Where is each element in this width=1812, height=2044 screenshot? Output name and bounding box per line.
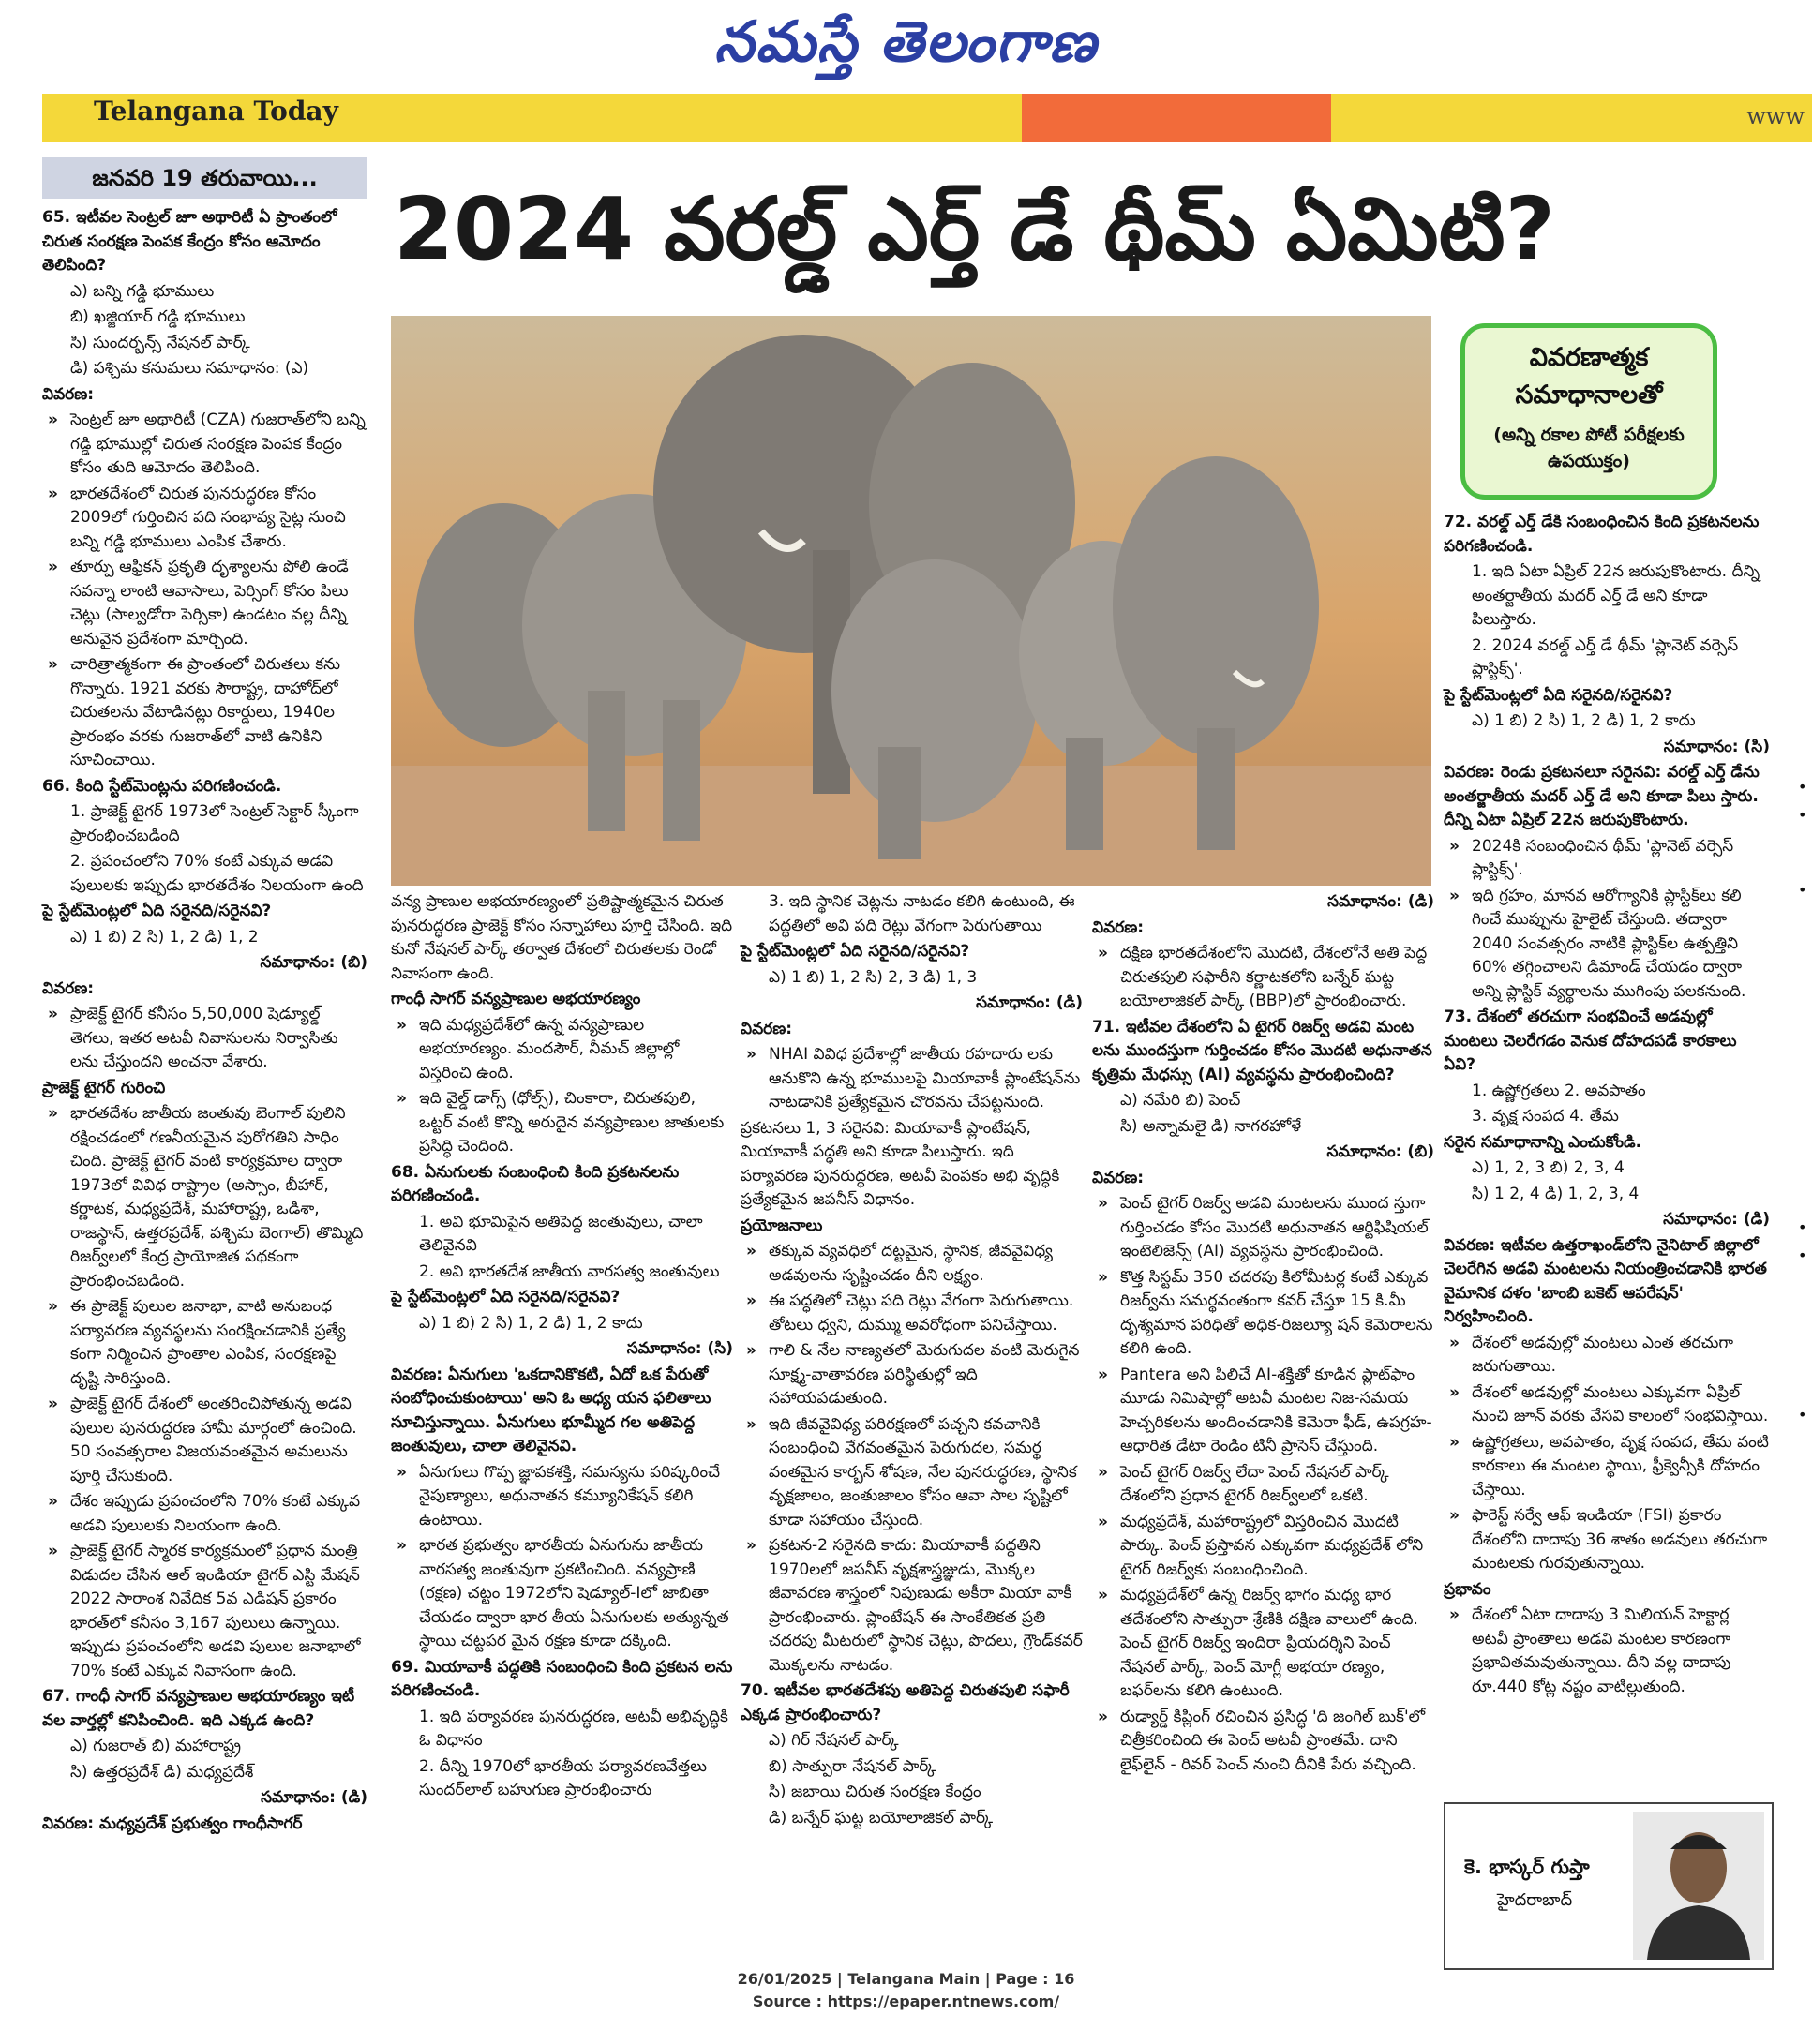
option-line: 1. ప్రాజెక్ట్ టైగర్ 1973లో సెంట్రల్ సెక్టార్ స్కీంగా ప్రారంభించబడింది [70,802,359,845]
option-line: ఎ) 1 బి) 1, 2 సి) 2, 3 డి) 1, 3 [769,967,978,987]
option-line: సి) 1 2, 4 డి) 1, 2, 3, 4 [1472,1184,1640,1203]
question: 69. మియావాకీ పద్ధతికి సంబంధించి కింది ప్రకటన లను పరిగణించండి. [391,1657,733,1700]
paragraph: ప్రకటనలు 1, 3 సరైనవి: మియావాకీ ప్లాంటేషన్, మియావాకీ పద్ధతి అని కూడా పిలుస్తారు. ఇది పర్యావరణ పునరుద్ధరణ, అటవీ పెంపకం అభి వృద్ధికి ప్రత్యేకమైన జపనీస్ విధానం. [741,1118,1060,1209]
bullet-point: » రుడ్యార్డ్ కిప్లింగ్ రచించిన ప్రసిద్ధ 'ది జంగిల్ బుక్'లో చిత్రీకరించింది ఈ పెంచ్ అటవీ ప్రాంతమే. దాని లైఫ్‌లైన్ - రివర్ పెంచ్ నుంచి దీనికి పేరు వచ్చింది. [1092,1706,1434,1778]
bullet-point: » NHAI వివిధ ప్రదేశాల్లో జాతీయ రహదారు లకు ఆనుకొని ఉన్న భూములపై మియావాకీ ప్లాంటేషన్‌ను నాటడానికి ప్రత్యేకమైన చొరవను చేపట్టనుంది. [741,1043,1083,1115]
option-line: సి) ఉత్తరప్రదేశ్ డి) మధ్యప్రదేశ్ [70,1762,254,1782]
question: 68. ఏనుగులకు సంబంధించి కింది ప్రకటనలను పరిగణించండి. [391,1162,680,1205]
option-line: ఎ) గుజరాత్ బి) మహారాష్ట్ర [70,1737,241,1755]
question: పై స్టేట్‌మెంట్లలో ఏది సరైనది/సరైనవి? [42,902,272,920]
continued-label: జనవరి 19 తరువాయి... [42,157,367,199]
bullet-point: » ఇది మధ్యప్రదేశ్‌లో ఉన్న వన్యప్రాణుల అభయారణ్యం. మందసౌర్, నీమచ్ జిల్లాల్లో విస్తరించి ఉంది. [391,1014,733,1086]
author-box [1444,1802,1774,1970]
edge-bullet: • [1798,1246,1807,1264]
bullet-point: » ఫారెస్ట్ సర్వే ఆఫ్ ఇండియా (FSI) ప్రకారం దేశంలోని దాదాపు 36 శాతం అడవులు తరచుగా మంటలకు గురవుతున్నాయి. [1444,1504,1770,1576]
answer-line: సమాధానం: (సి) [1663,737,1770,756]
answer-line: సమాధానం: (డి) [261,1788,367,1807]
bullet-point: » 2024కి సంబంధించిన థీమ్ 'ప్లానెట్ వర్సెస్ ప్లాస్టిక్స్'. [1444,835,1770,883]
author-photo [1633,1812,1764,1960]
option-line: 2. ప్రపంచంలోని 70% కంటే ఎక్కువ అడవి పులులకు ఇప్పుడు భారతదేశం నిలయంగా ఉంది [70,852,364,895]
bullet-point: » ప్రాజెక్ట్ టైగర్ కనీసం 5,50,000 షెడ్యూల్డ్ తెగలు, ఇతర అటవీ నివాసులను నిర్వాసితు లను చేస్తుందని అంచనా వేశారు. [42,1003,367,1075]
option-line: 2. అవి భారతదేశ జాతీయ వారసత్వ జంతువులు [419,1261,720,1281]
bullet-point: » గాలి & నేల నాణ్యతలో మెరుగుదల వంటి మెరుగైన సూక్ష్మ-వాతావరణ పరిస్థితుల్లో ఇది సహాయపడుతుంది. [741,1339,1083,1411]
answer-line: సమాధానం: (డి) [1663,1210,1770,1229]
footer [0,1968,1812,2013]
section-heading: ప్రాజెక్ట్ టైగర్ గురించి [42,1078,166,1097]
section-heading: గాంధీ సాగర్ వన్యప్రాణుల అభయారణ్యం [391,990,641,1008]
bullet-point: » భారతదేశంలో చిరుత పునరుద్ధరణ కోసం 2009లో గుర్తించిన పది సంభావ్య సైట్ల నుంచి బన్ని గడ్డి భూములు ఎంపిక చేశారు. [42,483,367,555]
option-line: 2. దీన్ని 1970లో భారతీయ పర్యావరణవేత్తలు సుందర్‌లాల్ బహుగుణ ప్రారంభించారు [419,1756,708,1799]
edge-bullet: • [1798,1218,1807,1236]
bullet-point: » మధ్యప్రదేశ్, మహారాష్ట్రలో విస్తరించిన మొదటి పార్కు. పెంచ్ ప్రస్తావన ఎక్కువగా మధ్యప్రదేశ్ లోని టైగర్ రిజర్వ్‌కు సంబంధించింది. [1092,1511,1434,1583]
bullet-point: » మధ్యప్రదేశ్‌లో ఉన్న రిజర్వ్ భాగం మధ్య భార తదేశంలోని సాత్పురా శ్రేణికి దక్షిణ వాలులో ఉంది. పెంచ్ టైగర్ రిజర్వ్ ఇందిరా ప్రియదర్శిని పెంచ్ నేషనల్ పార్క్, పెంచ్ మోగ్లీ అభయా రణ్యం, బఫర్‌లను కలిగి ఉంటుంది. [1092,1584,1434,1704]
bullet-point: » దేశం ఇప్పుడు ప్రపంచంలోని 70% కంటే ఎక్కువ అడవి పులులకు నిలయంగా ఉంది. [42,1490,367,1538]
edge-bullet: • [1798,881,1807,899]
option-line: ఎ) 1, 2, 3 బి) 2, 3, 4 [1472,1158,1625,1177]
column-3 [741,890,1083,1832]
option-line: 1. ఉష్ణోగ్రతలు 2. అవపాతం [1472,1081,1646,1100]
explanation-label: వివరణ: [42,978,95,998]
badge-main-text: వివరణాత్మక సమాధానాలతో [1515,343,1663,410]
question: సరైన సమాధానాన్ని ఎంచుకోండి. [1444,1132,1642,1152]
bullet-point: » ఏనుగులు గొప్ప జ్ఞాపకశక్తి, సమస్యను పరిష్కరించే నైపుణ్యాలు, అధునాతన కమ్యూనికేషన్ కలిగి ఉంటాయి. [391,1461,733,1533]
option-line: సి) సుందర్బన్స్ నేషనల్ పార్క్ [70,333,250,352]
bullet-point: » ప్రకటన-2 సరైనది కాదు: మియావాకీ పద్ధతిని 1970లలో జపనీస్ వృక్షశాస్త్రజ్ఞుడు, మొక్కల జీవావరణ శాస్త్రంలో నిపుణుడు అకీరా మియా వాకీ ప్రారంభించారు. ప్లాంటేషన్ ఈ సాంకేతికత ప్రతి చదరపు మీటరులో స్థానిక చెట్లు, పొదలు, గ్రౌండ్‌కవర్ మొక్కలను నాటడం. [741,1534,1083,1678]
answer-line: సమాధానం: (డి) [1327,892,1434,911]
question: పై స్టేట్‌మెంట్లలో ఏది సరైనది/సరైనవి? [1444,685,1673,705]
source-link[interactable]: https://epaper.ntnews.com/ [827,1992,1060,2010]
section-heading: ప్రభావం [1444,1579,1491,1599]
headline: 2024 వరల్డ్ ఎర్త్ డే థీమ్ ఏమిటి? [394,179,1555,279]
answer-line: సమాధానం: (బి) [1326,1142,1434,1161]
question: 71. ఇటీవల దేశంలోని ఏ టైగర్ రిజర్వ్ అడవి మంట లను ముందస్తుగా గుర్తించడం కోసం మొదటి అధునాతన కృత్రిమ మేధస్సు (AI) వ్యవస్థను ప్రారంభించింది? [1092,1017,1432,1084]
explanation-label: వివరణ: [1092,1168,1145,1187]
bullet-point: » ప్రాజెక్ట్ టైగర్ దేశంలో అంతరించిపోతున్న అడవి పులుల పునరుద్ధరణ హామీ మార్గంలో ఉంచింది. 50 సంవత్సరాల విజయవంతమైన అమలును పూర్తి చేసుకుంది. [42,1393,367,1488]
footer-source-label: Source : [752,1992,823,2010]
bullet-point: » కొత్త సిస్టమ్ 350 చదరపు కిలోమీటర్ల కంటే ఎక్కువ రిజర్వ్‌ను సమర్థవంతంగా కవర్ చేస్తూ 15 కి.మీ దృశ్యమాన పరిధితో అధిక-రిజల్యూ షన్ కెమెరాలను కలిగి ఉంది. [1092,1266,1434,1362]
bullet-point: » దేశంలో అడవుల్లో మంటలు ఎక్కువగా ఏప్రిల్ నుంచి జూన్ వరకు వేసవి కాలంలో సంభవిస్తాయి. [1444,1381,1770,1429]
bullet-point: » దేశంలో అడవుల్లో మంటలు ఎంత తరచుగా జరుగుతాయి. [1444,1332,1770,1380]
option-line: బి) ఖజ్జియార్ గడ్డి భూములు [70,307,246,326]
question: 70. ఇటీవల భారతదేశపు అతిపెద్ద చిరుతపులి సఫారీ ఎక్కడ ప్రారంభించారు? [741,1681,1070,1724]
masthead [0,0,1812,94]
bullet-point: » ఈ ప్రాజెక్ట్ పులుల జనాభా, వాటి అనుబంధ పర్యావరణ వ్యవస్థలను సంరక్షించడానికి ప్రత్యే కంగా నిర్మించిన ప్రాంతాల ఎంపిక, సంరక్షణపై దృష్టి సారిస్తుంది. [42,1295,367,1391]
explanation-label: వివరణ: ఇటీవల ఉత్తరాఖండ్‌లోని నైనిటాల్ జిల్లాలో చెలరేగిన అడవి మంటలను నియంత్రించడానికి భారత వైమానిక దళం 'బాంబి బకెట్ ఆపరేషన్' నిర్వహించింది. [1444,1235,1767,1326]
bullet-point: » భారతదేశం జాతీయ జంతువు బెంగాల్ పులిని రక్షించడంలో గణనీయమైన పురోగతిని సాధిం చింది. ప్రాజెక్ట్ టైగర్ వంటి కార్యక్రమాల ద్వారా 1973లో వివిధ రాష్ట్రాల (అస్సాం, బీహార్, కర్ణాటక, మధ్యప్రదేశ్, మహారాష్ట్ర, ఒడిశా, రాజస్థాన్, ఉత్తరప్రదేశ్, పశ్చిమ బెంగాల్) తొమ్మిది రిజర్వ్‌లలో కేంద్ర ప్రాయోజిత పథకంగా ప్రారంభించబడింది. [42,1102,367,1293]
option-line: ఎ) 1 బి) 2 సి) 1, 2 డి) 1, 2 [70,927,259,947]
band-center-block [1022,94,1331,142]
bullet-point: » పెంచ్ టైగర్ రిజర్వ్ లేదా పెంచ్ నేషనల్ పార్క్ దేశంలోని ప్రధాన టైగర్ రిజర్వ్‌లలో ఒకటి. [1092,1461,1434,1509]
explanation-label: వివరణ: [741,1019,793,1038]
option-line: డి) పశ్చిమ కనుమలు సమాధానం: (ఎ) [70,359,309,378]
bullet-point: » ఇది జీవవైవిధ్య పరిరక్షణలో పచ్చని కవచానికి సంబంధించి వేగవంతమైన పెరుగుదల, సమర్థ వంతమైన కార్బన్ శోషణ, నేల పునరుద్ధరణ, స్థానిక వృక్షజాలం, జంతుజాలం కోసం ఆవా సాల సృష్టిలో కూడా సహాయం చేస్తుంది. [741,1413,1083,1533]
bullet-point: » దక్షిణ భారతదేశంలోని మొదటి, దేశంలోనే అతి పెద్ద చిరుతపులి సఫారీని కర్ణాటకలోని బన్నేర్ ఘట్ట బయోలాజికల్ పార్క్ (BBP)లో ప్రారంభించారు. [1092,942,1434,1014]
question: పై స్టేట్‌మెంట్లలో ఏది సరైనది/సరైనవి? [741,942,970,961]
newspaper-title: నమస్తే తెలంగాణ [713,9,1099,75]
explanation-label: వివరణ: ఏనుగులు 'ఒకదానికొకటి, ఏదో ఒక పేరుతో సంబోధించుకుంటాయి' అని ఓ అధ్య యన ఫలితాలు సూచిస్తున్నాయి. ఏనుగులు భూమ్మీద గల అతిపెద్ద జంతువులు, చాలా తెలివైనవి. [391,1365,711,1455]
option-line: బి) సాత్పురా నేషనల్ పార్క్ [769,1756,936,1776]
explanation-label: వివరణ: [42,384,95,404]
answer-line: సమాధానం: (బి) [260,953,367,972]
option-line: 1. ఇది ఏటా ఏప్రిల్ 22న జరుపుకొంటారు. దీన్ని అంతర్జాతీయ మదర్ ఎర్త్ డే అని కూడా పిలుస్తారు. [1472,562,1760,629]
footer-source-line [0,1991,1812,2013]
band-left-text: Telangana Today [94,96,338,127]
bullet-point: » Pantera అని పిలిచే AI-శక్తితో కూడిన ప్లాట్‌ఫాం మూడు నిమిషాల్లో అటవీ మంటల నిజ-సమయ హెచ్చరికలను అందించడానికి కెమెరా ఫీడ్, ఉపగ్రహ-ఆధారిత డేటా రెండిం టినీ ప్రాసెస్ చేస్తుంది. [1092,1364,1434,1459]
option-line: 2. 2024 వరల్డ్ ఎర్త్ డే థీమ్ 'ప్లానెట్ వర్సెస్ ప్లాస్టిక్స్'. [1472,635,1739,679]
bullet-point: » తక్కువ వ్యవధిలో దట్టమైన, స్థానిక, జీవవైవిధ్య అడవులను సృష్టించడం దీని లక్ష్యం. [741,1240,1083,1288]
question: 66. కింది స్టేట్‌మెంట్లను పరిగణించండి. [42,776,282,796]
edge-bullet: • [1798,1406,1807,1424]
option-line: సి) అన్నామలై డి) నాగరహోళే [1120,1116,1302,1136]
badge-sub-text: (అన్ని రకాల పోటీ పరీక్షలకు ఉపయుక్తం) [1493,425,1685,471]
edge-bullet: • [1798,806,1807,824]
bullet-point: » తూర్పు ఆఫ్రికన్ ప్రకృతి దృశ్యాలను పోలి ఉండే సవన్నా లాంటి ఆవాసాలు, పెర్సింగ్ కోసం పిలు చెట్లు (సాల్వడోరా పెర్సికా) ఉండటం వల్ల దీన్ని అనువైన ప్రదేశంగా మార్చింది. [42,556,367,651]
option-line: ఎ) గిర్ నేషనల్ పార్క్ [769,1731,899,1750]
explanatory-badge [1460,323,1717,500]
section-heading: ప్రయోజనాలు [741,1216,823,1235]
bullet-point: » పెంచ్ టైగర్ రిజర్వ్ అడవి మంటలను ముంద స్తుగా గుర్తించడం కోసం మొదటి అధునాతన ఆర్టిఫిషియల్ ఇంటెలిజెన్స్ (AI) వ్యవస్థను ప్రారంభించింది. [1092,1192,1434,1264]
explanation-label: వివరణ: మధ్యప్రదేశ్ ప్రభుత్వం గాంధీసాగర్ [42,1813,303,1833]
option-line: 3. వృక్ష సంపద 4. తేమ [1472,1107,1619,1126]
column-4 [1092,890,1434,1779]
elephant-photo [391,316,1431,886]
column-2 [391,890,733,1805]
answer-line: సమాధానం: (సి) [626,1339,733,1358]
author-name: కె. భాస్కర్ గుప్తా [1464,1856,1590,1878]
question: 72. వరల్డ్ ఎర్త్ డేకి సంబంధించిన కింది ప్రకటనలను పరిగణించండి. [1444,513,1760,556]
masthead-band [42,94,1812,142]
bullet-point: » భారత ప్రభుత్వం భారతీయ ఏనుగును జాతీయ వారసత్వ జంతువుగా ప్రకటించింది. వన్యప్రాణి (రక్షణ) చట్టం 1972లోని షెడ్యూల్-Iలో జాబితా చేయడం ద్వారా భార తీయ ఏనుగులకు అత్యున్నత స్థాయి చట్టపర మైన రక్షణ కూడా దక్కింది. [391,1534,733,1654]
bullet-point: » సెంట్రల్ జూ అథారిటీ (CZA) గుజరాత్‌లోని బన్ని గడ్డి భూముల్లో చిరుత సంరక్షణ పెంపక కేంద్రం కోసం తుది ఆమోదం తెలిపింది. [42,409,367,481]
author-city: హైదరాబాద్ [1497,1890,1573,1910]
bullet-point: » ఉష్ణోగ్రతలు, అవపాతం, వృక్ష సంపద, తేమ వంటి కారకాలు ఈ మంటల స్థాయి, ఫ్రీక్వెన్సీకి దోహదం చేస్తాయి. [1444,1431,1770,1503]
option-line: 1. ఇది పర్యావరణ పునరుద్ధరణ, అటవీ అభివృద్ధికి ఓ విధానం [419,1707,728,1750]
bullet-point: » ఇది వైల్డ్ డాగ్స్ (ధోల్స్), చింకారా, చిరుతపులి, ఒట్టర్ వంటి కొన్ని అరుదైన వన్యప్రాణుల జాతులకు ప్రసిద్ధి చెందింది. [391,1087,733,1159]
bullet-point: » ప్రాజెక్ట్ టైగర్ స్మారక కార్యక్రమంలో ప్రధాన మంత్రి విడుదల చేసిన ఆల్ ఇండియా టైగర్ ఎస్టి మేషన్ 2022 సారాంశ నివేదిక 5వ ఎడిషన్ ప్రకారం భారత్‌లో కనీసం 3,167 పులులు ఉన్నాయి. ఇప్పుడు ప్రపంచంలోని అడవి పులుల జనాభాలో 70% కంటే ఎక్కువ నివాసంగా ఉంది. [42,1540,367,1683]
column-5 [1444,511,1770,1701]
option-line: 1. అవి భూమిపైన అతిపెద్ద జంతువులు, చాలా తెలివైనవి [419,1212,703,1255]
paragraph: వన్య ప్రాణుల అభయారణ్యంలో ప్రతిష్టాత్మకమైన చిరుత పునరుద్ధరణ ప్రాజెక్ట్ కోసం సన్నాహాలు పూర్తి చేసింది. ఇది కునో నేషనల్ పార్క్ తర్వాత దేశంలో చిరుతలకు రెండో నివాసంగా ఉంది. [391,892,733,983]
band-right-text: www [1746,103,1805,129]
bullet-point: » దేశంలో ఏటా దాదాపు 3 మిలియన్ హెక్టార్ల అటవీ ప్రాంతాలు అడవి మంటల కారణంగా ప్రభావితమవుతున్నాయి. దీని వల్ల దాదాపు రూ.440 కోట్ల నష్టం వాటిల్లుతుంది. [1444,1604,1770,1699]
option-line: సి) జబాయి చిరుత సంరక్షణ కేంద్రం [769,1783,981,1801]
answer-line: సమాధానం: (డి) [976,993,1083,1012]
question: పై స్టేట్‌మెంట్లలో ఏది సరైనది/సరైనవి? [391,1288,621,1306]
option-line: ఎ) 1 బి) 2 సి) 1, 2 డి) 1, 2 కాదు [1472,711,1696,730]
question: 67. గాంధీ సాగర్ వన్యప్రాణుల అభయారణ్యం ఇటీ వల వార్తల్లో కనిపించింది. ఇది ఎక్కడ ఉంది? [42,1687,355,1730]
edge-bullet: • [1798,778,1807,796]
explanation-label: వివరణ: [1092,918,1145,937]
column-1 [42,206,367,1838]
option-line: 3. ఇది స్థానిక చెట్లను నాటడం కలిగి ఉంటుంది, ఈ పద్ధతిలో అవి పది రెట్లు వేగంగా పెరుగుతాయి [769,892,1075,935]
bullet-point: » చారిత్రాత్మకంగా ఈ ప్రాంతంలో చిరుతలు కను గొన్నారు. 1921 వరకు సౌరాష్ట్ర, దాహోద్‌లో చిరుతలను వేటాడినట్లు రికార్డులు, 1940ల ప్రారంభం వరకు గుజరాత్‌లో వాటి ఉనికిని సూచించాయి. [42,653,367,773]
option-line: ఎ) బన్ని గడ్డి భూములు [70,281,215,301]
footer-date-line: 26/01/2025 | Telangana Main | Page : 16 [737,1970,1075,1988]
question: 73. దేశంలో తరచుగా సంభవించే అడవుల్లో మంటలు చెలరేగడం వెనుక దోహదపడే కారకాలు ఏవి? [1444,1007,1737,1074]
option-line: ఎ) 1 బి) 2 సి) 1, 2 డి) 1, 2 కాదు [419,1313,643,1333]
option-line: డి) బన్నేర్ ఘట్ట బయోలాజికల్ పార్క్ [769,1808,994,1828]
question: 65. ఇటీవల సెంట్రల్ జూ అథారిటీ ఏ ప్రాంతంలో చిరుత సంరక్షణ పెంపక కేంద్రం కోసం ఆమోదం తెలిపింది? [42,208,337,275]
bullet-point: » ఇది గ్రహం, మానవ ఆరోగ్యానికి ప్లాస్టిక్‌లు కలి గించే ముప్పును హైలైట్ చేస్తుంది. తద్వారా 2040 సంవత్సరం నాటికి ప్లాస్టిక్‌ల ఉత్పత్తిని 60% తగ్గించాలని డిమాండ్ చేయడం ద్వారా అన్ని ప్లాస్టిక్ వ్యర్థాలను ముగింపు పలకనుంది. [1444,885,1770,1005]
option-line: ఎ) నమేరి బి) పెంచ్ [1120,1091,1241,1110]
explanation-label: వివరణ: రెండు ప్రకటనలూ సరైనవి: వరల్డ్ ఎర్త్ డేను అంతర్జాతీయ మదర్ ఎర్త్ డే అని కూడా పిలు స్తారు. దీన్ని ఏటా ఏప్రిల్ 22న జరుపుకొంటారు. [1444,763,1760,829]
bullet-point: » ఈ పద్ధతిలో చెట్లు పది రెట్లు వేగంగా పెరుగుతాయి. తోటలు ధ్వని, దుమ్ము అవరోధంగా పనిచేస్తాయి. [741,1290,1083,1337]
